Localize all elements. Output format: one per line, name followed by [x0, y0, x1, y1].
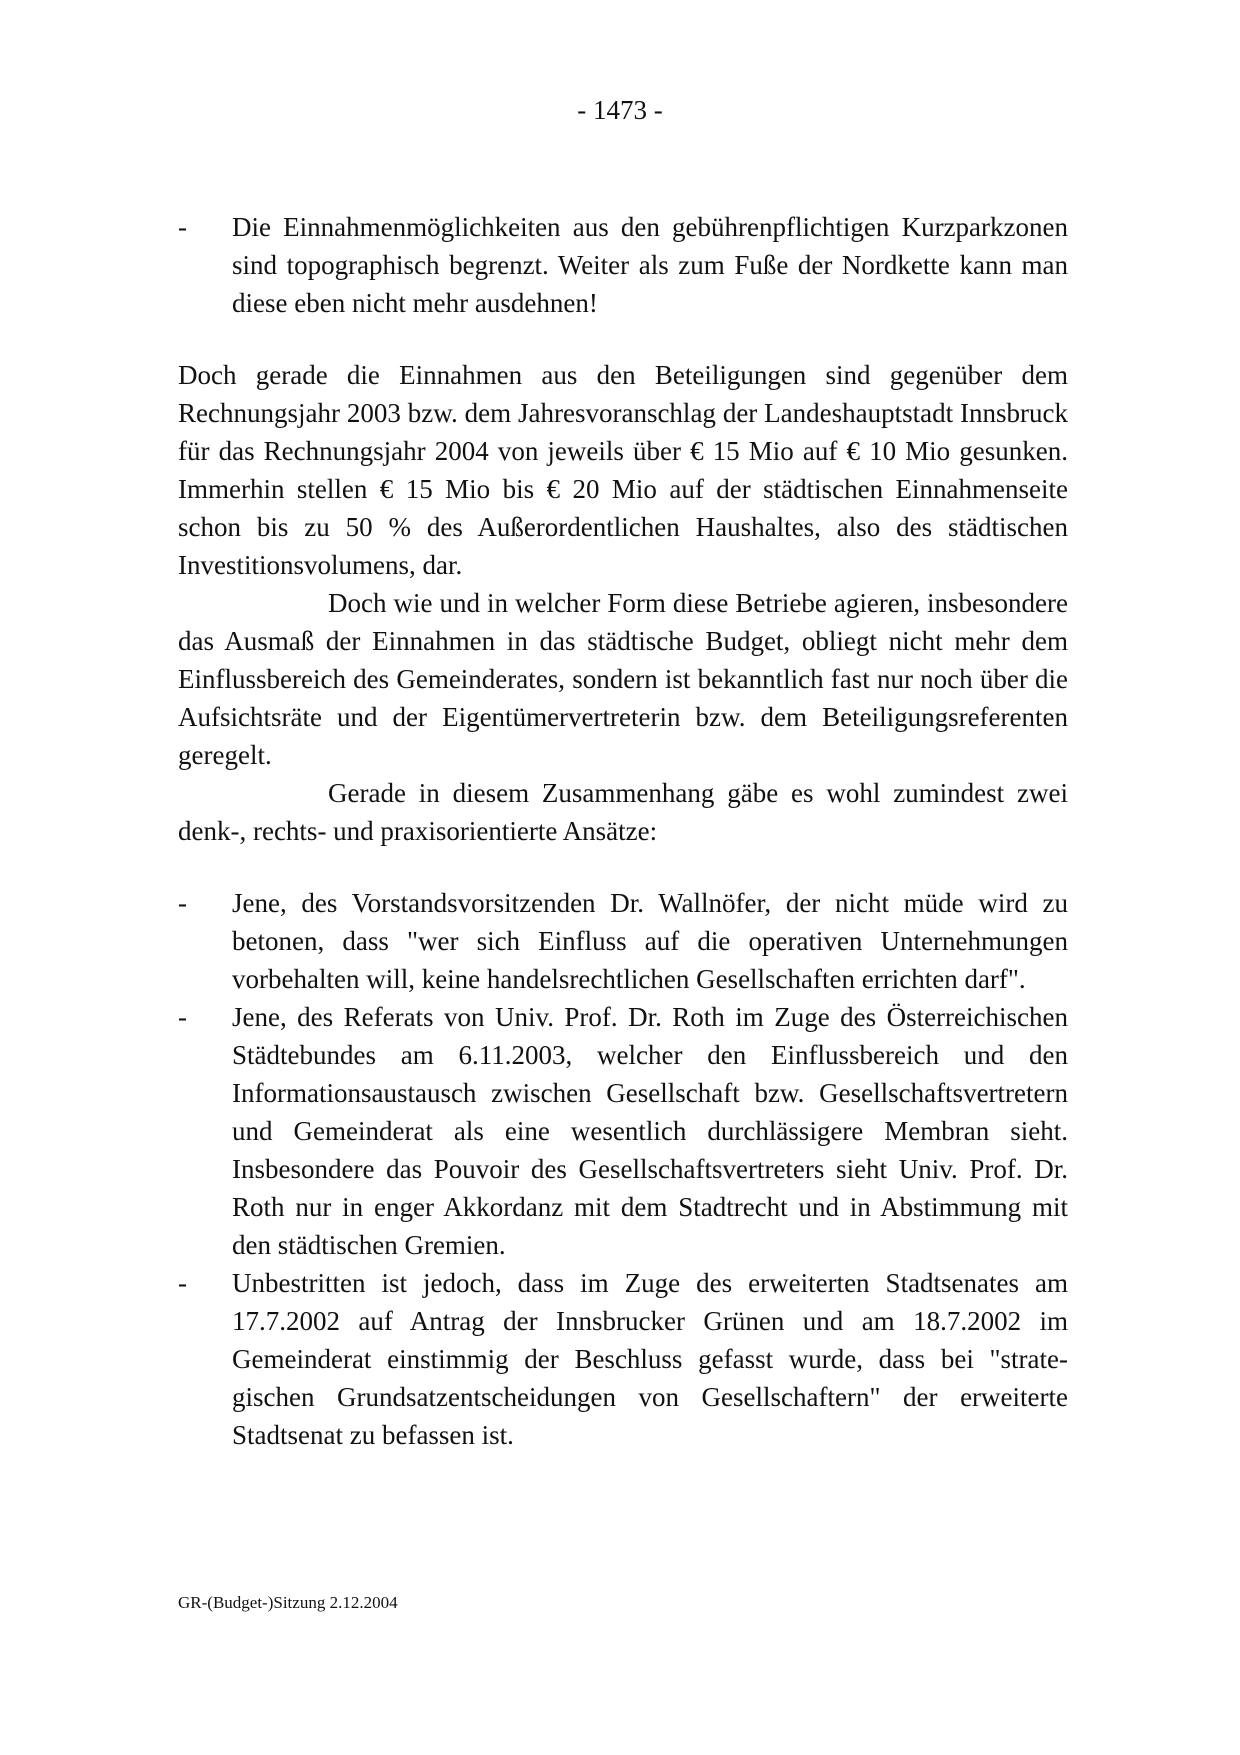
body-paragraphs: [178, 356, 1068, 850]
list-item: [178, 884, 1068, 998]
paragraph: Gerade in diesem Zusammenhang gäbe es wohl zumindest zwei denk-, rechts- und praxisorientierte Ansätze:: [178, 778, 1068, 846]
paragraph: Doch gerade die Einnahmen aus den Beteiligungen sind gegenüber dem Rechnungsjahr 2003 bzw. dem Jahresvoranschlag der Landeshauptstadt Innsbruck für das Rechnungsjahr 2004 von jeweils über € 15 Mio auf € 10 Mio gesunken. Immerhin stellen € 15 Mio bis € 20 Mio auf der städtischen Einnahmenseite schon bis zu 50 % des Außerordentlichen Haushaltes, also des städtischen Investitionsvolumens, dar.: [178, 360, 1068, 580]
bullet-text: Die Einnahmenmöglichkeiten aus den gebührenpflichtigen Kurzparkzonen sind topographisch begrenzt. Weiter als zum Fuße der Nordkette kann man diese eben nicht mehr ausdehnen!: [232, 212, 1068, 318]
list-item: [178, 208, 1068, 322]
page-number: - 1473 -: [577, 95, 663, 125]
footer: GR-(Budget-)Sitzung 2.12.2004: [178, 1593, 398, 1612]
top-bullet-list: [178, 208, 1068, 322]
bullet-dash: -: [178, 1002, 187, 1032]
bullet-dash: -: [178, 888, 187, 918]
bullet-text: Jene, des Referats von Univ. Prof. Dr. Roth im Zuge des Österreichischen Städtebundes am 6.11.2003, welcher den Einflussbereich und den Informationsaustausch zwischen Gesellschaft bzw. Gesellschaftsvertretern und Gemeinderat als eine wesentlich durchlässigere Membran sieht. Insbesondere das Pouvoir des Gesellschaftsvertreters sieht Univ. Prof. Dr. Roth nur in enger Akkordanz mit dem Stadtrecht und in Abstimmung mit den städtischen Gremien.: [232, 1002, 1068, 1260]
list-item: [178, 998, 1068, 1264]
bullet-list: [178, 884, 1068, 1454]
bullet-list: [178, 208, 1068, 322]
list-item: [178, 1264, 1068, 1454]
bullet-dash: -: [178, 212, 187, 242]
bullet-text: Jene, des Vorstandsvorsitzenden Dr. Wallnöfer, der nicht müde wird zu betonen, dass "wer sich Einfluss auf die operativen Unternehmungen vorbehalten will, keine handelsrechtlichen Gesellschaften errichten darf".: [232, 888, 1068, 994]
bottom-bullet-list: [178, 884, 1068, 1454]
bullet-dash: -: [178, 1268, 187, 1298]
paragraph: Doch wie und in welcher Form diese Betriebe agieren, insbesondere das Ausmaß der Einnahmen in das städtische Budget, obliegt nicht mehr dem Einflussbereich des Gemeinderates, sondern ist bekanntlich fast nur noch über die Aufsichtsräte und der Eigentümervertreterin bzw. dem Beteiligungsreferenten geregelt.: [178, 588, 1068, 770]
bullet-text: Unbestritten ist jedoch, dass im Zuge des erweiterten Stadtsenates am 17.7.2002 auf Antrag der Innsbrucker Grünen und am 18.7.2002 im Gemeinderat einstimmig der Beschluss gefasst wurde, dass bei "strategischen Grundsatzentscheidungen von Gesellschaftern" der erweiterte Stadtsenat zu befassen ist.: [232, 1268, 1068, 1450]
